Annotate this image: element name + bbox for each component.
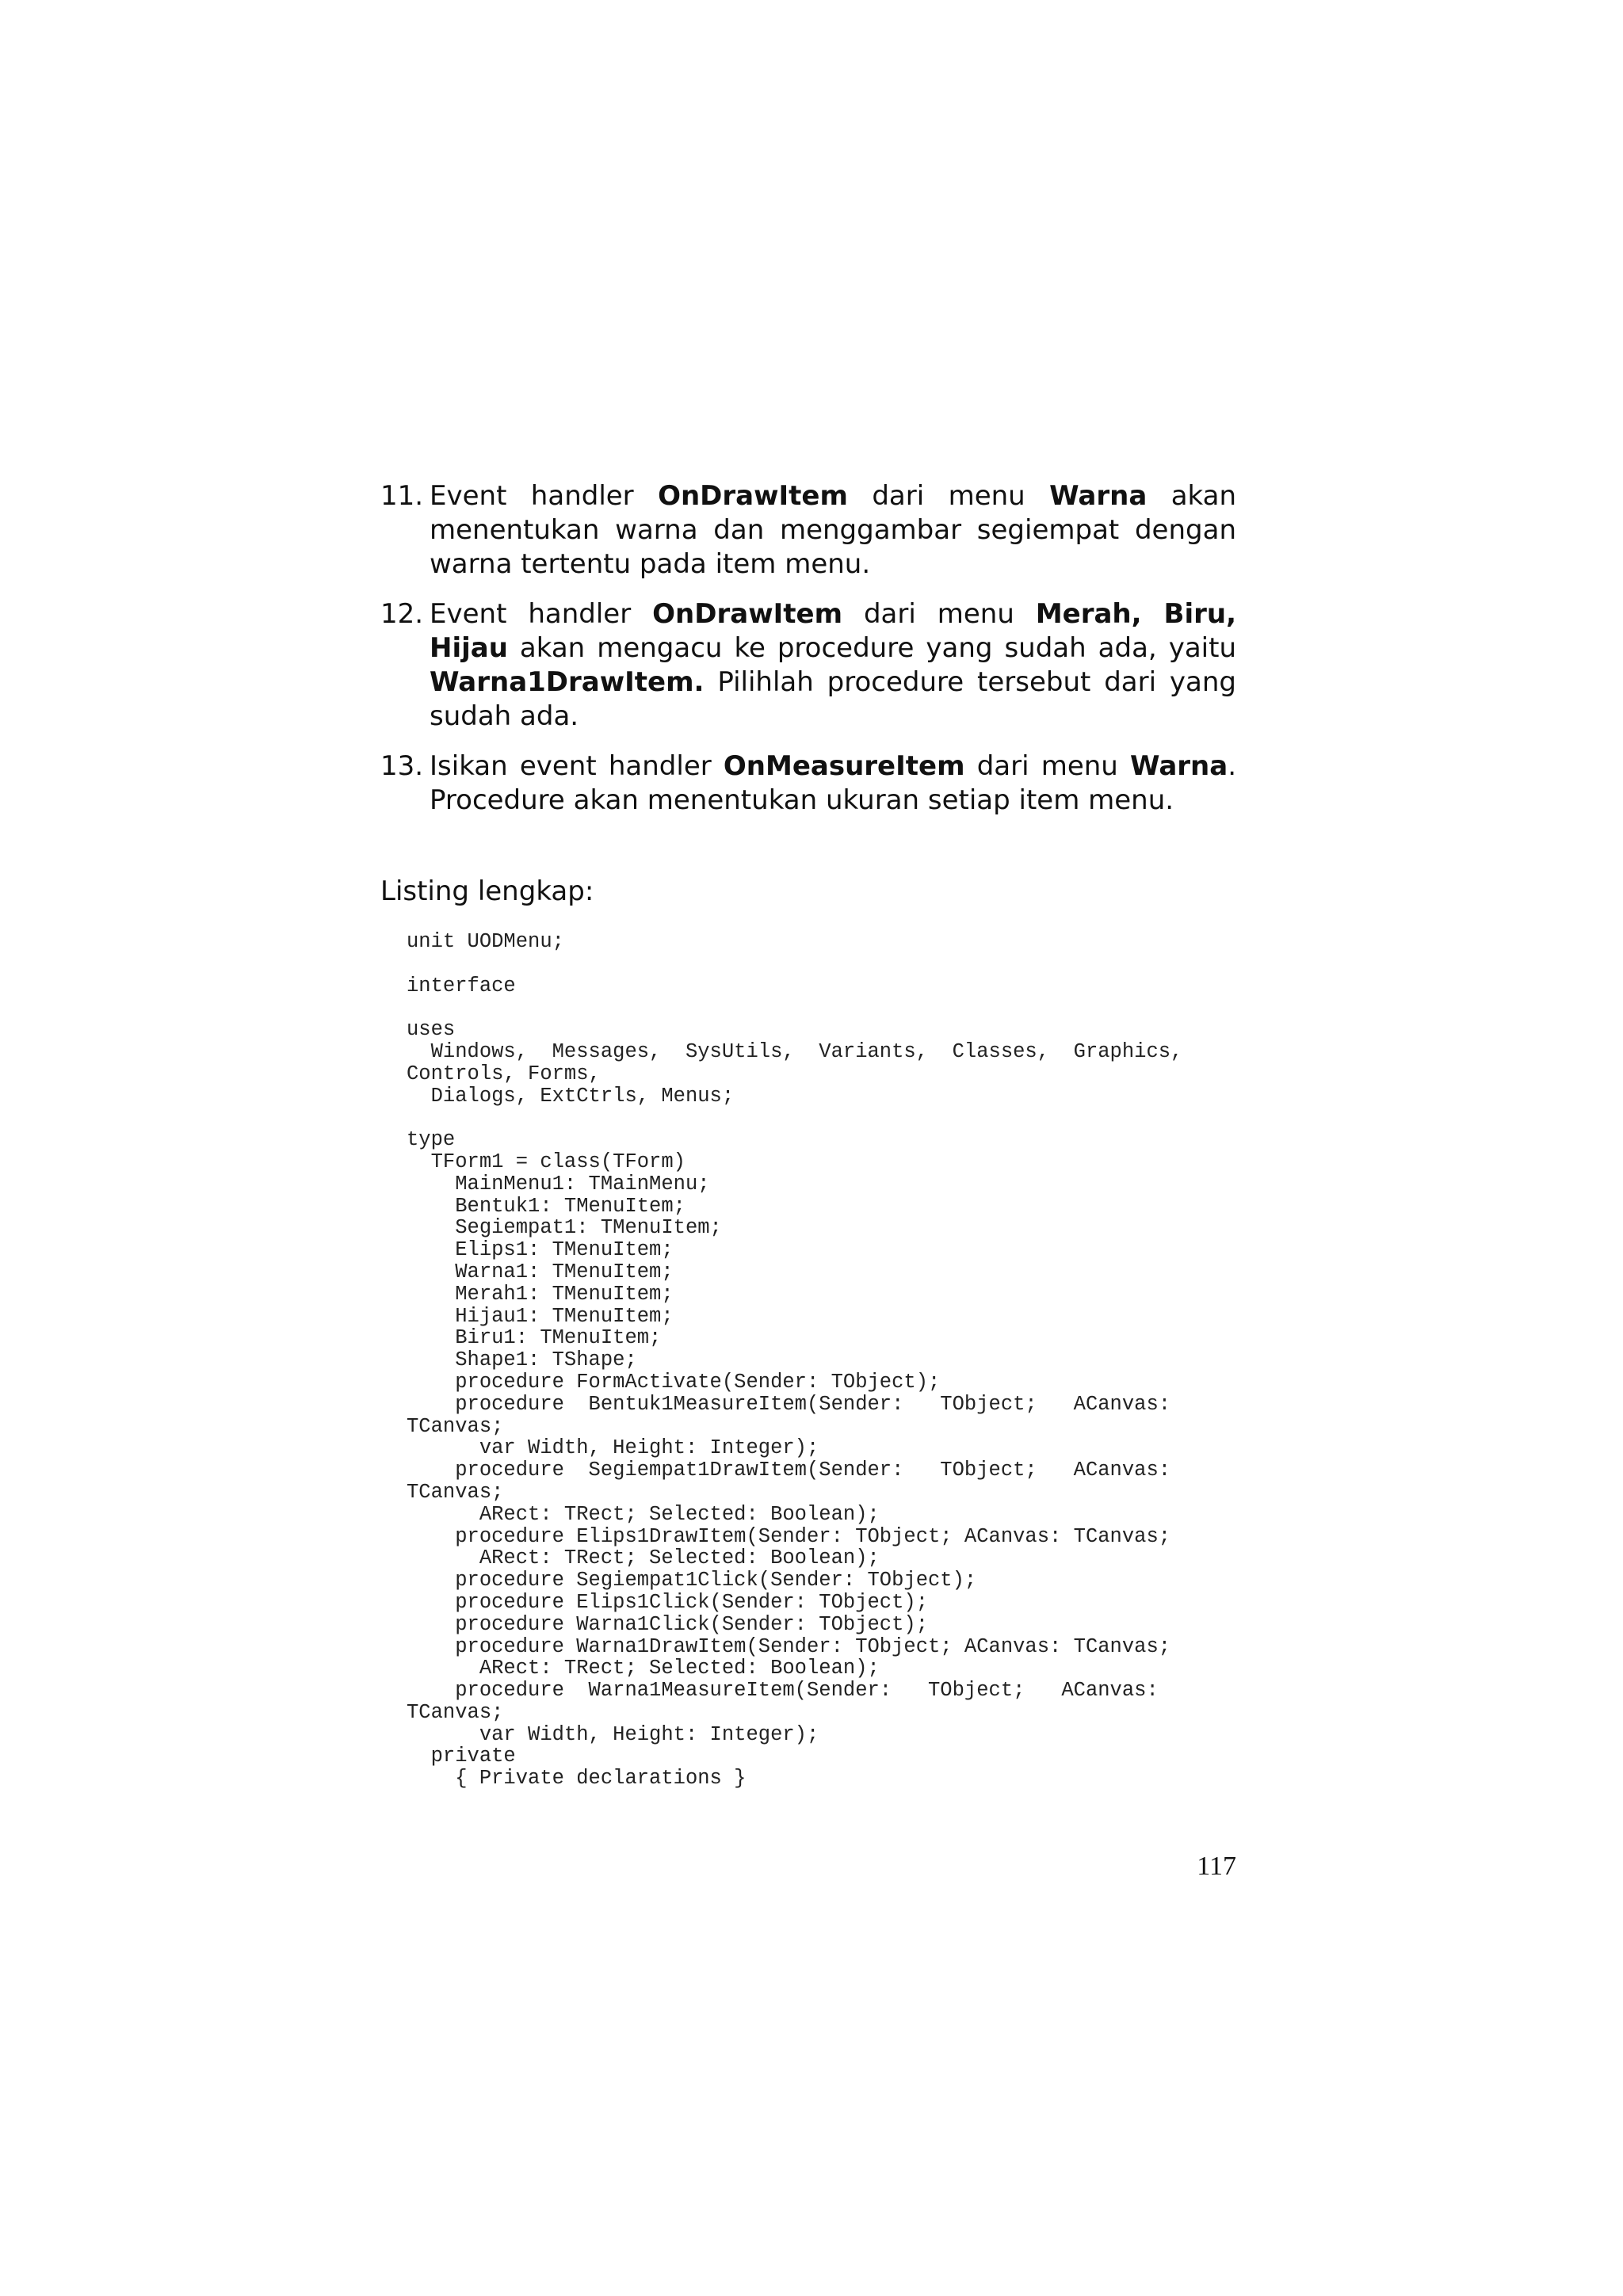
code-line: Controls, Forms, bbox=[407, 1062, 601, 1085]
list-item-text: akan mengacu ke procedure yang sudah ada, yaitu bbox=[507, 632, 1236, 664]
list-item-text: . Procedure akan menentukan ukuran setiap item menu. bbox=[430, 750, 1237, 816]
list-item-number: 13. bbox=[380, 750, 424, 782]
code-line: ARect: TRect; Selected: Boolean); bbox=[407, 1657, 880, 1680]
code-line: TForm1 = class(TForm) bbox=[407, 1150, 685, 1173]
code-line: procedure Bentuk1MeasureItem(Sender: TObject; ACanvas: bbox=[407, 1392, 1171, 1416]
code-line: private bbox=[407, 1745, 516, 1768]
code-line: var Width, Height: Integer); bbox=[407, 1722, 819, 1746]
code-line: Biru1: TMenuItem; bbox=[407, 1326, 662, 1350]
code-line: ARect: TRect; Selected: Boolean); bbox=[407, 1547, 880, 1570]
numbered-list bbox=[380, 479, 1236, 818]
code-line: Windows, Messages, SysUtils, Variants, Classes, Graphics, bbox=[407, 1039, 1183, 1063]
list-item-text: dari menu bbox=[964, 750, 1131, 782]
code-line bbox=[407, 953, 1235, 975]
bold-term: OnDrawItem bbox=[652, 598, 842, 630]
code-line bbox=[407, 997, 1235, 1019]
list-item bbox=[380, 597, 1236, 734]
code-line: Merah1: TMenuItem; bbox=[407, 1282, 674, 1306]
code-line bbox=[407, 1107, 1235, 1129]
code-line: unit UODMenu; bbox=[407, 930, 564, 953]
list-item-text: akan menentukan warna dan menggambar segiempat dengan warna tertentu pada item menu. bbox=[430, 480, 1236, 580]
code-line: interface bbox=[407, 974, 516, 997]
bold-term: Merah, Biru, Hijau bbox=[430, 598, 1236, 664]
list-item-text: dari menu bbox=[842, 598, 1036, 630]
code-line: Bentuk1: TMenuItem; bbox=[407, 1194, 685, 1218]
list-item bbox=[380, 479, 1236, 582]
code-line: TCanvas; bbox=[407, 1700, 504, 1724]
code-line: MainMenu1: TMainMenu; bbox=[407, 1172, 710, 1196]
code-line: Warna1: TMenuItem; bbox=[407, 1260, 674, 1283]
list-item-text: Event handler bbox=[430, 598, 653, 630]
bold-term: OnDrawItem bbox=[658, 480, 848, 512]
code-line: procedure Elips1Click(Sender: TObject); bbox=[407, 1590, 929, 1614]
list-item-text: dari menu bbox=[847, 480, 1050, 512]
list-item-number: 11. bbox=[380, 480, 424, 512]
code-line: type bbox=[407, 1128, 456, 1152]
list-item bbox=[380, 749, 1236, 818]
code-line: Shape1: TShape; bbox=[407, 1348, 637, 1372]
code-line: procedure Warna1DrawItem(Sender: TObject; ACanvas: TCanvas; bbox=[407, 1634, 1171, 1658]
listing-title: Listing lengkap: bbox=[380, 875, 594, 907]
code-listing bbox=[407, 931, 1235, 1790]
code-line: Segiempat1: TMenuItem; bbox=[407, 1216, 722, 1240]
list-item-text: Isikan event handler bbox=[430, 750, 724, 782]
list-item-text: Pilihlah procedure tersebut dari yang sudah ada. bbox=[430, 666, 1236, 732]
code-line: var Width, Height: Integer); bbox=[407, 1436, 819, 1460]
code-line: procedure Warna1MeasureItem(Sender: TObject; ACanvas: bbox=[407, 1679, 1159, 1703]
code-line: TCanvas; bbox=[407, 1414, 504, 1438]
code-line: procedure Elips1DrawItem(Sender: TObject; ACanvas: TCanvas; bbox=[407, 1524, 1171, 1548]
page-number: 117 bbox=[1197, 1852, 1236, 1881]
code-line: Dialogs, ExtCtrls, Menus; bbox=[407, 1084, 735, 1108]
code-line: uses bbox=[407, 1018, 456, 1042]
list-item-number: 12. bbox=[380, 598, 424, 630]
bold-term: OnMeasureItem bbox=[723, 750, 965, 782]
code-line: { Private declarations } bbox=[407, 1767, 747, 1791]
bold-term: Warna bbox=[1049, 480, 1148, 512]
list-item-text: Event handler bbox=[430, 480, 659, 512]
code-line: procedure FormActivate(Sender: TObject); bbox=[407, 1370, 941, 1394]
bold-term: Warna1DrawItem. bbox=[430, 666, 705, 698]
code-line: procedure Segiempat1DrawItem(Sender: TObject; ACanvas: bbox=[407, 1459, 1171, 1482]
page-content bbox=[380, 479, 1236, 1790]
code-line: Elips1: TMenuItem; bbox=[407, 1238, 674, 1262]
code-line: procedure Segiempat1Click(Sender: TObject); bbox=[407, 1569, 977, 1592]
code-line: ARect: TRect; Selected: Boolean); bbox=[407, 1502, 880, 1526]
bold-term: Warna bbox=[1130, 750, 1228, 782]
code-line: procedure Warna1Click(Sender: TObject); bbox=[407, 1612, 929, 1636]
code-line: Hijau1: TMenuItem; bbox=[407, 1304, 674, 1328]
code-line: TCanvas; bbox=[407, 1480, 504, 1504]
